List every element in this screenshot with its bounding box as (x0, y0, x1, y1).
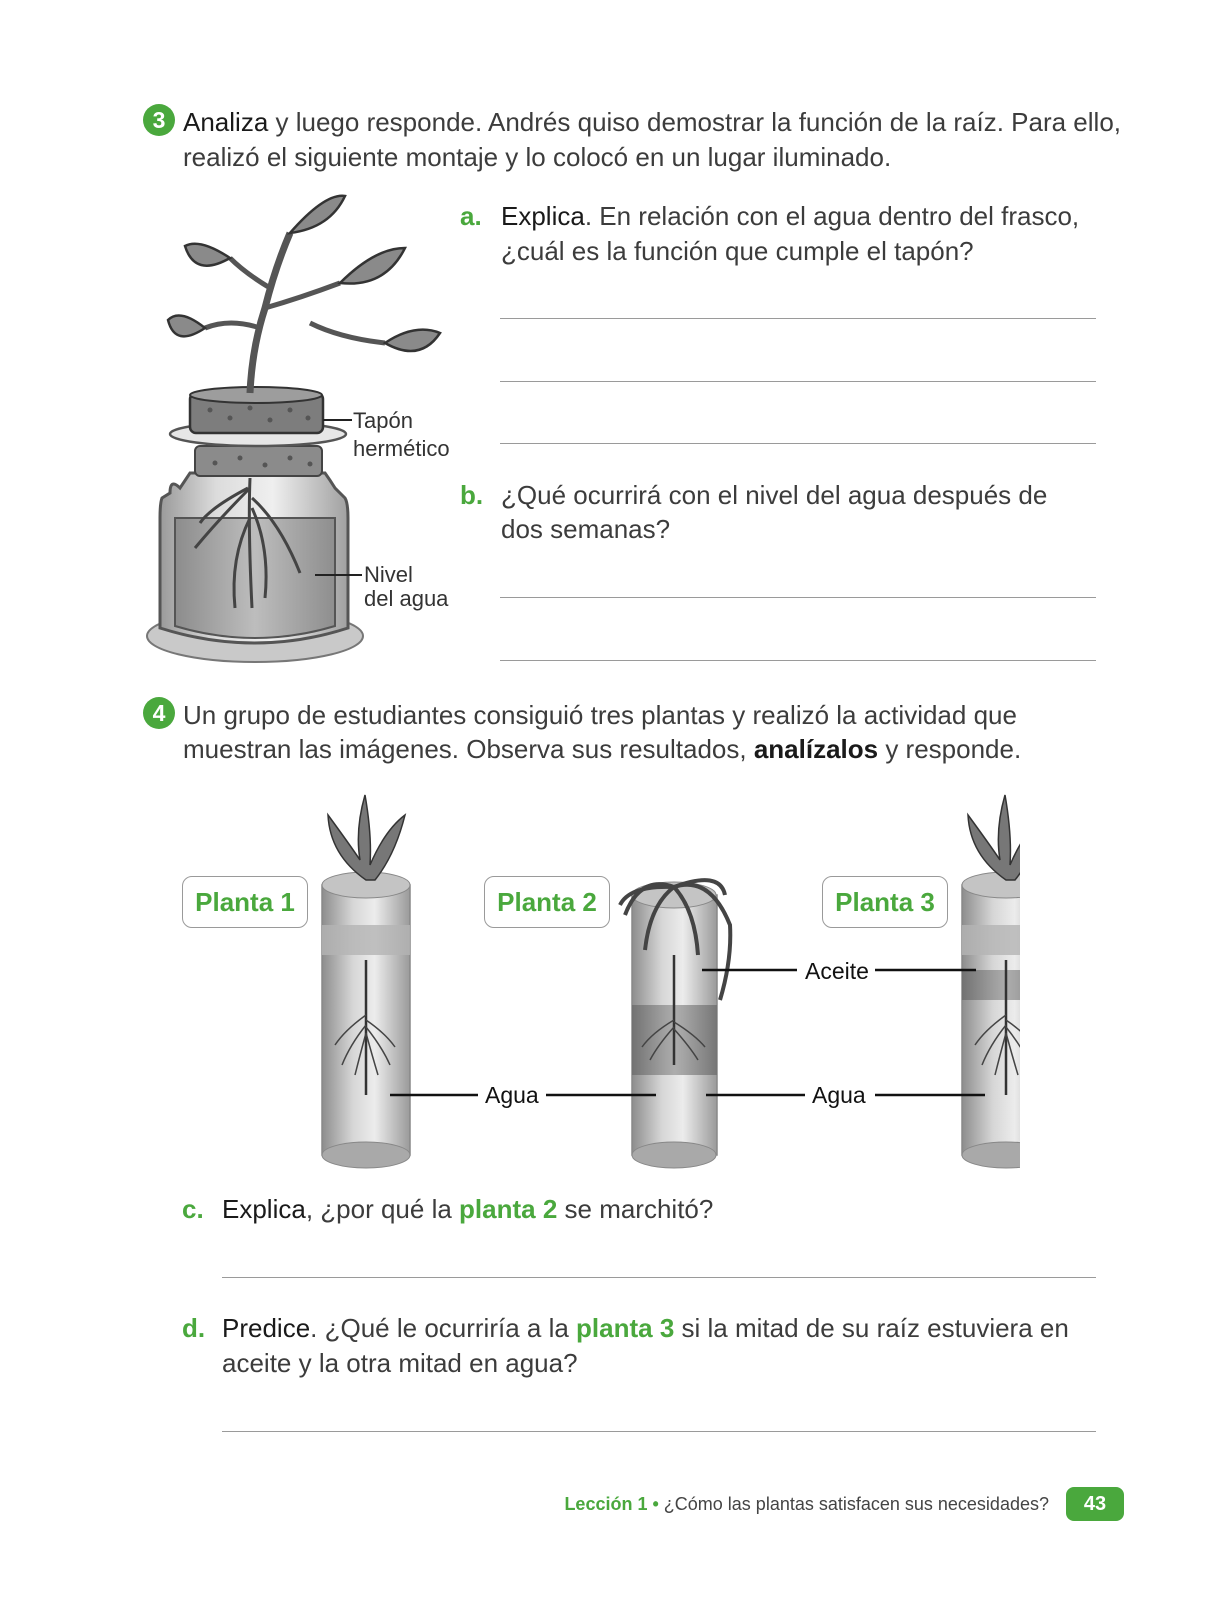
analizalos-keyword: analízalos (753, 734, 879, 764)
footer-lesson (564, 1494, 1049, 1515)
part-d-line-2: aceite y la otra mitad en agua? (222, 1348, 578, 1378)
part-b-line-1: ¿Qué ocurrirá con el nivel del agua después de (501, 480, 1048, 510)
part-d-mid: . ¿Qué le ocurriría a la (310, 1313, 577, 1343)
plant-tubes-illustration (300, 775, 1020, 1170)
question-3-text-line-1 (183, 105, 1121, 140)
plant-2-tag: Planta 2 (484, 876, 610, 928)
answer-line-b-2[interactable] (500, 660, 1096, 661)
label-tapon: Tapón (353, 408, 413, 433)
planta-2-highlight: planta 2 (459, 1194, 558, 1224)
answer-line-a-3[interactable] (500, 443, 1096, 444)
planta-3-highlight: planta 3 (576, 1313, 675, 1343)
plant-1-tag: Planta 1 (182, 876, 308, 928)
part-c-mid: , ¿por qué la (305, 1194, 460, 1224)
part-b-letter: b. (460, 480, 484, 510)
question-3-text-line-2: realizó el siguiente montaje y lo colocó en un lugar iluminado. (183, 142, 892, 172)
label-hermetico: hermético (353, 436, 450, 461)
question-4-line-1: Un grupo de estudiantes consiguió tres plantas y realizó la actividad que (183, 700, 1017, 730)
question-4-line-2 (183, 732, 1021, 767)
question-3-number: 3 (143, 104, 175, 136)
part-a-line-2: ¿cuál es la función que cumple el tapón? (501, 236, 974, 266)
tube-2 (620, 880, 730, 1168)
part-a-letter: a. (460, 201, 482, 231)
analiza-keyword: Analiza (183, 107, 269, 137)
tube-3 (962, 795, 1020, 1168)
question-3-text-rest: y luego responde. Andrés quiso demostrar la función de la raíz. Para ello, (268, 107, 1121, 137)
answer-line-c[interactable] (222, 1277, 1096, 1278)
predice-keyword: Predice (222, 1313, 311, 1343)
label-agua-1: Agua (485, 1082, 539, 1108)
page-number: 43 (1066, 1487, 1124, 1521)
answer-line-a-1[interactable] (500, 318, 1096, 319)
answer-line-b-1[interactable] (500, 597, 1096, 598)
plant-3-tag: Planta 3 (822, 876, 948, 928)
footer-bullet: • (647, 1494, 664, 1514)
part-c-end: se marchitó? (557, 1194, 714, 1224)
label-nivel: Nivel (364, 562, 413, 587)
tube-1 (322, 795, 410, 1168)
answer-line-a-2[interactable] (500, 381, 1096, 382)
label-aceite: Aceite (805, 958, 869, 984)
label-del-agua: del agua (364, 586, 449, 611)
question-4-line-2-end: y responde. (878, 734, 1022, 764)
part-d-line-1 (222, 1311, 1069, 1346)
part-d-end: si la mitad de su raíz estuviera en (674, 1313, 1069, 1343)
question-4-number: 4 (143, 697, 175, 729)
part-d-letter: d. (182, 1313, 206, 1343)
question-4-line-2-start: muestran las imágenes. Observa sus resultados, (183, 734, 754, 764)
part-c-letter: c. (182, 1194, 204, 1224)
footer-topic: ¿Cómo las plantas satisfacen sus necesidades? (663, 1494, 1049, 1514)
footer-lesson-label: Lección 1 (564, 1494, 648, 1514)
explica-keyword: Explica (501, 201, 585, 231)
part-a-rest: . En relación con el agua dentro del frasco, (584, 201, 1080, 231)
explica-keyword-c: Explica (222, 1194, 306, 1224)
part-a-line-1 (501, 199, 1079, 234)
label-agua-2: Agua (812, 1082, 866, 1108)
answer-line-d[interactable] (222, 1431, 1096, 1432)
part-c-text (222, 1192, 713, 1227)
part-b-line-2: dos semanas? (501, 514, 671, 544)
